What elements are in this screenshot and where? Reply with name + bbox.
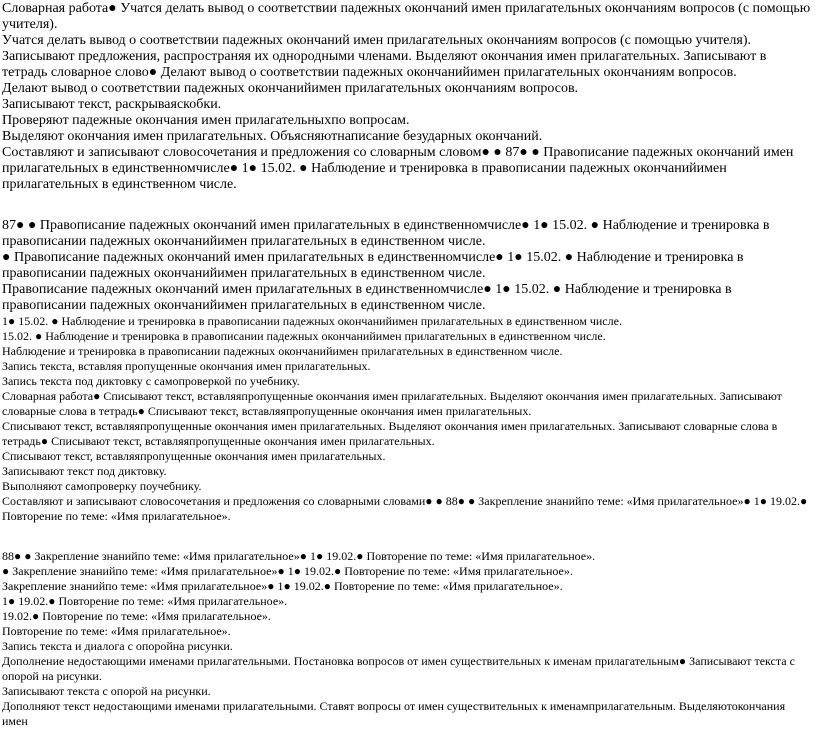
- text-line: 87● ● Правописание падежных окончаний имен прилагательных в единственномчисле● 1● 15.02. ● Наблюдение и тренировка в правописании падежных окончанийимен прилагательных в единственном числе.: [2, 218, 770, 249]
- text-line: Правописание падежных окончаний имен прилагательных в единственномчисле● 1● 15.02. ● Наблюдение и тренировка в правописании падежных окончанийимен прилагательных в единственном числе.: [2, 282, 732, 313]
- text-line: Списывают текст, вставляяпропущенные окончания имен прилагательных. Выделяют окончания имен прилагательных. Записывают словарные слова в тетрадь● Списывают текст, вставляяпропущенные окончания имен прилагательных.: [2, 419, 778, 448]
- text-line: Записывают текста с опорой на рисунки.: [2, 684, 211, 698]
- text-line: Выделяют окончания имен прилагательных. Объясняютнаписание безударных окончаний.: [2, 129, 543, 144]
- text-line: Словарная работа● Списывают текст, вставляяпропущенные окончания имен прилагательных. Выделяют окончания имен прилагательных. Записывают словарные слова в тетрадь● Списывают текст, вставляяпропущенные окончания имен прилагательных.: [2, 389, 782, 418]
- text-line: Наблюдение и тренировка в правописании падежных окончанийимен прилагательных в единственном числе.: [2, 344, 563, 358]
- text-line: 88● ● Закрепление знанийпо теме: «Имя прилагательное»● 1● 19.02.● Повторение по теме: «Имя прилагательное».: [2, 549, 596, 563]
- text-line: 1● 15.02. ● Наблюдение и тренировка в правописании падежных окончанийимен прилагательных в единственном числе.: [2, 314, 622, 328]
- text-line: Запись текста под диктовку с самопроверкой по учебнику.: [2, 374, 300, 388]
- text-line: 15.02. ● Наблюдение и тренировка в правописании падежных окончанийимен прилагательных в единственном числе.: [2, 329, 606, 343]
- text-line: Списывают текст, вставляяпропущенные окончания имен прилагательных.: [2, 449, 386, 463]
- text-line: Учатся делать вывод о соответствии падежных окончаний имен прилагательных окончаниям вопросов (с помощью учителя).: [2, 33, 751, 48]
- text-line: Словарная работа● Учатся делать вывод о соответствии падежных окончаний имен прилагательных окончаниям вопросов (с помощью учителя).: [2, 1, 811, 32]
- text-line: Записывают текст, раскрываяскобки.: [2, 97, 222, 112]
- text-line: Запись текста, вставляя пропущенные окончания имен прилагательных.: [2, 359, 371, 373]
- text-line: Дополнение недостающими именами прилагательными. Постановка вопросов от имен существительных к именам прилагательным● Записывают текста с опорой на рисунки.: [2, 654, 795, 683]
- text-line: Повторение по теме: «Имя прилагательное».: [2, 624, 231, 638]
- text-line: Проверяют падежные окончания имен прилагательныхпо вопросам.: [2, 113, 410, 128]
- text-line: Составляют и записывают словосочетания и предложения со словарным словом● ● 87● ● Правописание падежных окончаний имен прилагательных в единственномчисле● 1● 15.02. ● Наблюдение и тренировка в правописании падежных окончанийимен прилагательных в единственном числе.: [2, 145, 794, 192]
- text-line: Запись текста и диалога с опоройна рисунки.: [2, 639, 233, 653]
- document-body: [2, 1, 812, 729]
- text-line: Составляют и записывают словосочетания и предложения со словарными словами● ● 88● ● Закрепление знанийпо теме: «Имя прилагательное»● 1● 19.02.● Повторение по теме: «Имя прилагательное».: [2, 494, 808, 523]
- text-line: Выполняют самопроверку поучебнику.: [2, 479, 202, 493]
- text-line: ● Закрепление знанийпо теме: «Имя прилагательное»● 1● 19.02.● Повторение по теме: «Имя прилагательное».: [2, 564, 573, 578]
- blank-line: [2, 193, 812, 218]
- text-line: Записывают текст под диктовку.: [2, 464, 167, 478]
- blank-line: [2, 524, 812, 549]
- text-line: 19.02.● Повторение по теме: «Имя прилагательное».: [2, 609, 271, 623]
- text-line: Записывают предложения, распространяя их однородными членами. Выделяют окончания имен прилагательных. Записывают в тетрадь словарное слово● Делают вывод о соответствии падежных окончанийимен прилагательных окончаниям вопросов.: [2, 49, 767, 80]
- text-line: Дополняют текст недостающими именами прилагательными. Ставят вопросы от имен существительных к именамприлагательным. Выделяютокончания имен: [2, 699, 786, 728]
- text-line: Закрепление знанийпо теме: «Имя прилагательное»● 1● 19.02.● Повторение по теме: «Имя прилагательное».: [2, 579, 563, 593]
- text-line: ● Правописание падежных окончаний имен прилагательных в единственномчисле● 1● 15.02. ● Наблюдение и тренировка в правописании падежных окончанийимен прилагательных в единственном числе.: [2, 250, 744, 281]
- text-line: 1● 19.02.● Повторение по теме: «Имя прилагательное».: [2, 594, 288, 608]
- text-line: Делают вывод о соответствии падежных окончанийимен прилагательных окончаниям вопросов.: [2, 81, 579, 96]
